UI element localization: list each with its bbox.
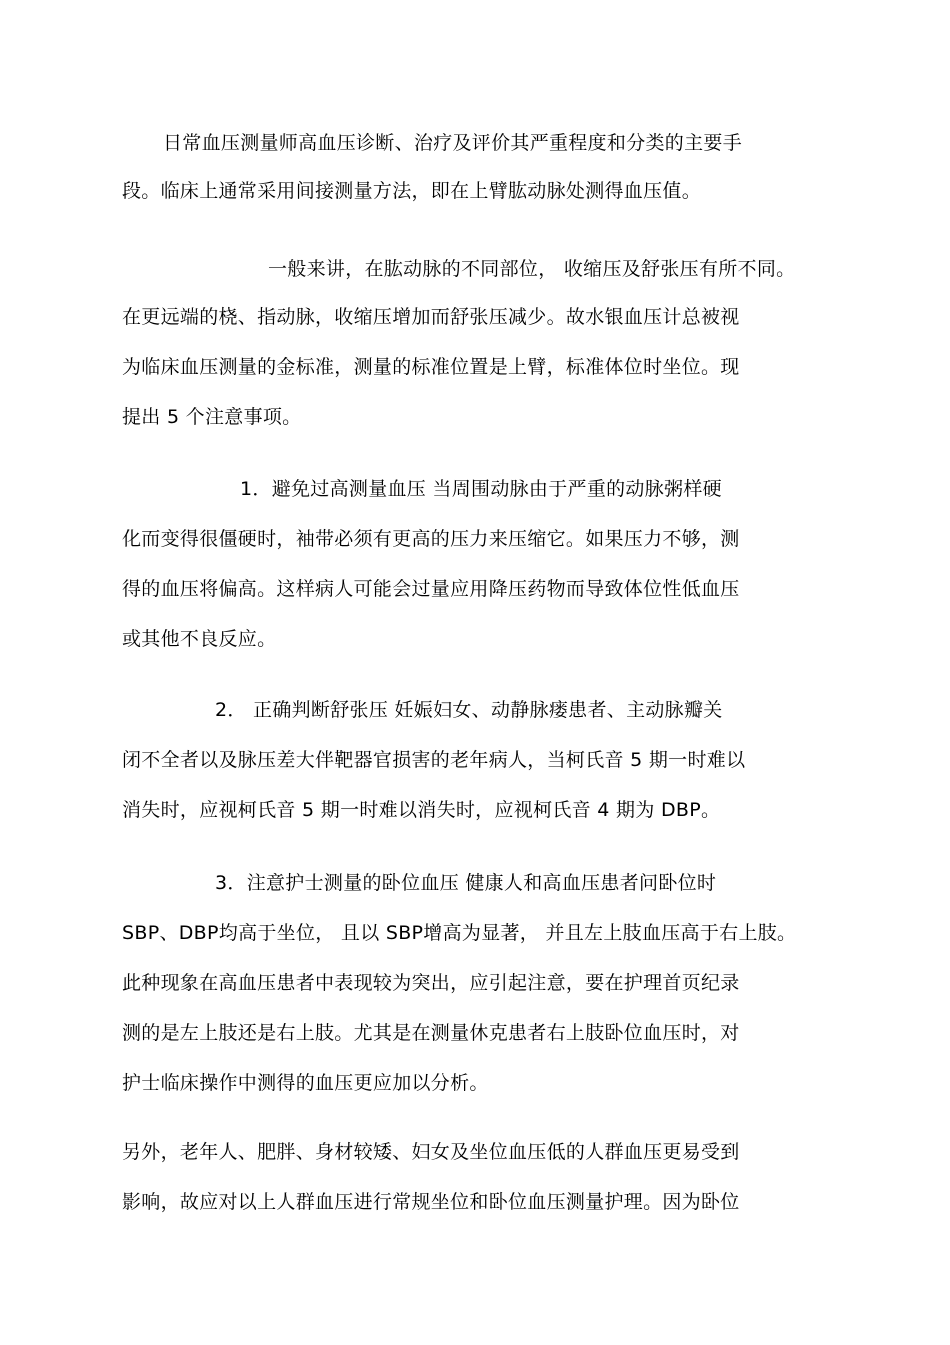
paragraph-5-line-3: 此种现象在高血压患者中表现较为突出，应引起注意，要在护理首页纪录 [122, 972, 740, 994]
paragraph-1-line-1: 日常血压测量师高血压诊断、治疗及评价其严重程度和分类的主要手 [163, 132, 743, 154]
paragraph-2-line-2: 在更远端的桡、指动脉，收缩压增加而舒张压减少。故水银血压计总被视 [122, 306, 740, 328]
paragraph-4-line-1: 2． 正确判断舒张压 妊娠妇女、动静脉瘘患者、主动脉瓣关 [215, 699, 723, 721]
paragraph-3-line-1: 1．避免过高测量血压 当周围动脉由于严重的动脉粥样硬 [240, 478, 722, 500]
paragraph-5-line-4: 测的是左上肢还是右上肢。尤其是在测量休克患者右上肢卧位血压时，对 [122, 1022, 740, 1044]
paragraph-2-line-3: 为临床血压测量的金标准，测量的标准位置是上臂，标准体位时坐位。现 [122, 356, 740, 378]
paragraph-5-line-2: SBP、DBP均高于坐位， 且以 SBP增高为显著， 并且左上肢血压高于右上肢。 [122, 922, 797, 944]
paragraph-3-line-3: 得的血压将偏高。这样病人可能会过量应用降压药物而导致体位性低血压 [122, 578, 740, 600]
paragraph-1-line-2: 段。临床上通常采用间接测量方法，即在上臂肱动脉处测得血压值。 [122, 180, 702, 202]
paragraph-3-line-2: 化而变得很僵硬时，袖带必须有更高的压力来压缩它。如果压力不够，测 [122, 528, 740, 550]
paragraph-3-line-4: 或其他不良反应。 [122, 628, 277, 650]
paragraph-6-line-1: 另外，老年人、肥胖、身材较矮、妇女及坐位血压低的人群血压更易受到 [122, 1141, 740, 1163]
paragraph-4-line-2: 闭不全者以及脉压差大伴靶器官损害的老年病人，当柯氏音 5 期一时难以 [122, 749, 746, 771]
paragraph-6-line-2: 影响，故应对以上人群血压进行常规坐位和卧位血压测量护理。因为卧位 [122, 1191, 740, 1213]
paragraph-4-line-3: 消失时，应视柯氏音 5 期一时难以消失时，应视柯氏音 4 期为 DBP。 [122, 799, 721, 821]
paragraph-2-line-4: 提出 5 个注意事项。 [122, 406, 302, 428]
paragraph-5-line-1: 3．注意护士测量的卧位血压 健康人和高血压患者问卧位时 [215, 872, 717, 894]
paragraph-5-line-5: 护士临床操作中测得的血压更应加以分析。 [122, 1072, 489, 1094]
paragraph-2-line-1: 一般来讲，在肱动脉的不同部位， 收缩压及舒张压有所不同。 [268, 258, 796, 280]
